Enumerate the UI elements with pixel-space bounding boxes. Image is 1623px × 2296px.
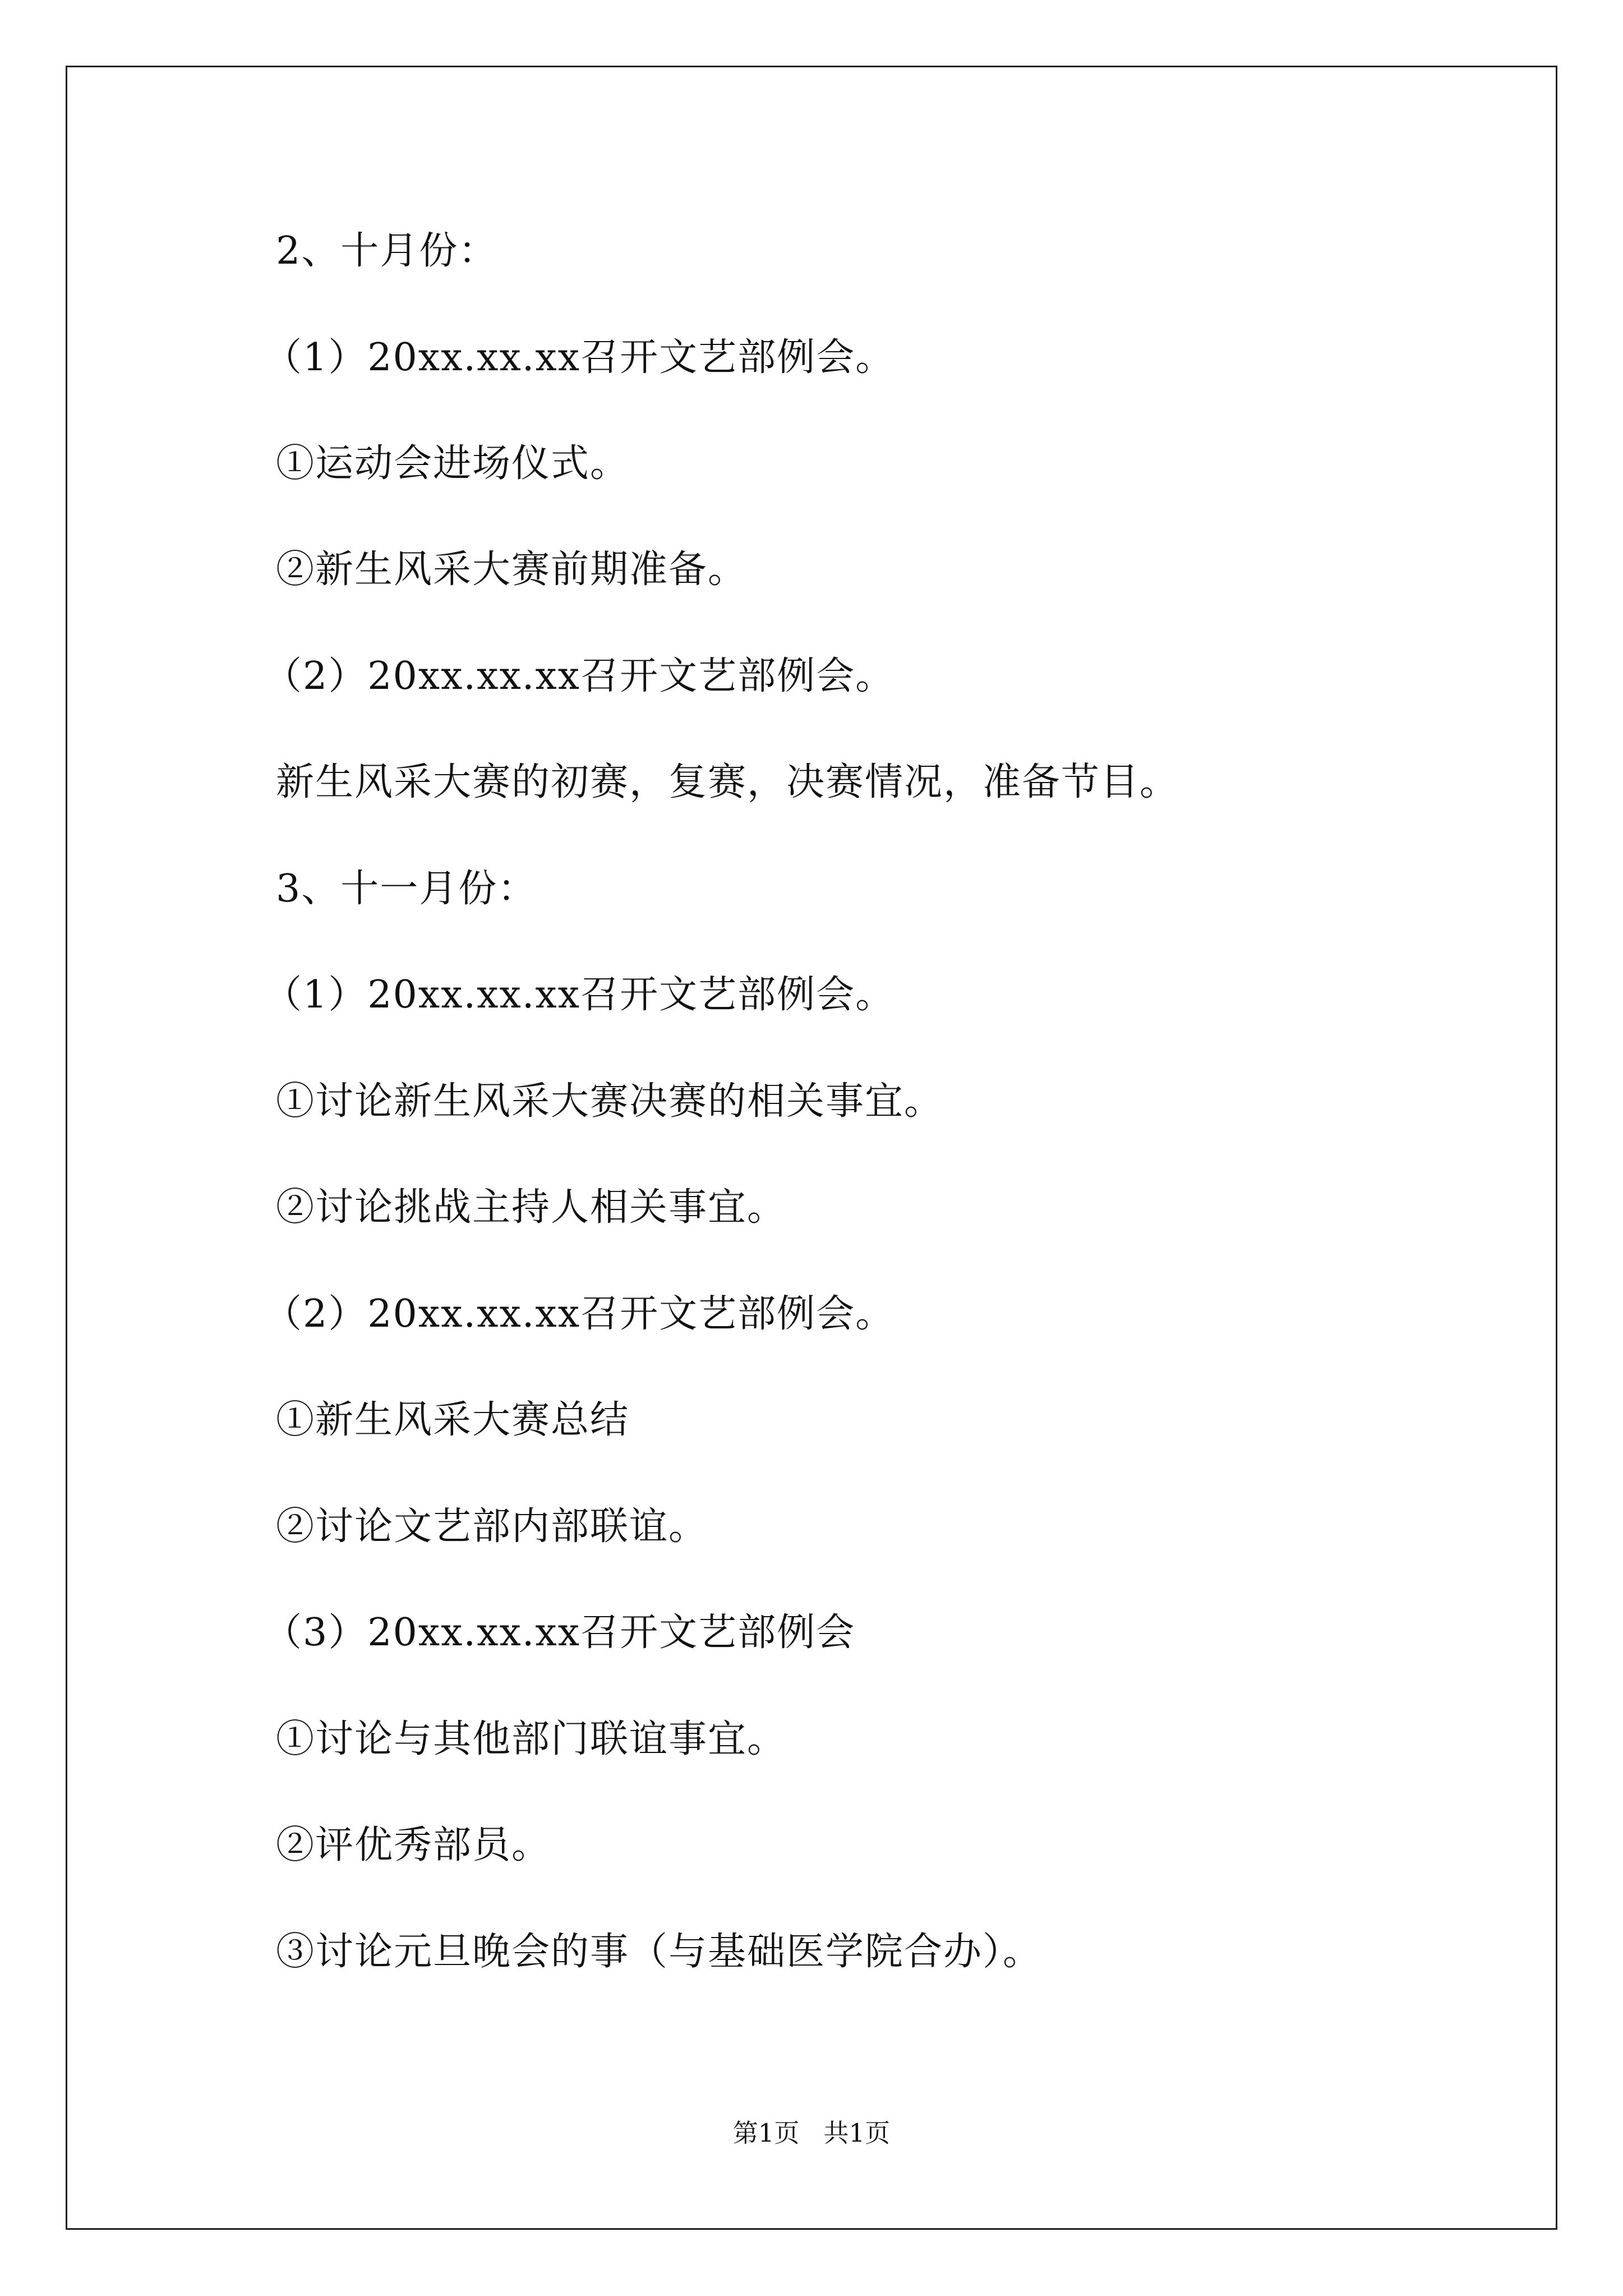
agenda-item: ②讨论文艺部内部联谊。 xyxy=(276,1504,708,1549)
agenda-item: ②讨论挑战主持人相关事宜。 xyxy=(276,1185,787,1230)
agenda-item: ①讨论与其他部门联谊事宜。 xyxy=(276,1717,787,1761)
meeting-item: （1）20xx.xx.xx召开文艺部例会。 xyxy=(264,973,895,1017)
month-heading-october: 2、十月份： xyxy=(276,229,498,273)
page-number-footer: 第1页 共1页 xyxy=(732,2118,891,2148)
agenda-item: ②评优秀部员。 xyxy=(276,1823,551,1867)
meeting-item: （1）20xx.xx.xx召开文艺部例会。 xyxy=(264,335,895,380)
agenda-item: ①讨论新生风采大赛决赛的相关事宜。 xyxy=(276,1079,944,1124)
page-border xyxy=(66,66,1557,2230)
agenda-item: ①运动会进场仪式。 xyxy=(276,441,630,486)
paragraph: 新生风采大赛的初赛，复赛，决赛情况，准备节目。 xyxy=(276,760,1179,804)
agenda-item: ③讨论元旦晚会的事（与基础医学院合办）。 xyxy=(276,1930,1043,1974)
month-heading-november: 3、十一月份： xyxy=(276,867,537,911)
meeting-item: （2）20xx.xx.xx召开文艺部例会。 xyxy=(264,1292,895,1336)
agenda-item: ①新生风采大赛总结 xyxy=(276,1398,630,1442)
meeting-item: （3）20xx.xx.xx召开文艺部例会 xyxy=(264,1611,856,1655)
meeting-item: （2）20xx.xx.xx召开文艺部例会。 xyxy=(264,654,895,698)
agenda-item: ②新生风采大赛前期准备。 xyxy=(276,547,748,592)
